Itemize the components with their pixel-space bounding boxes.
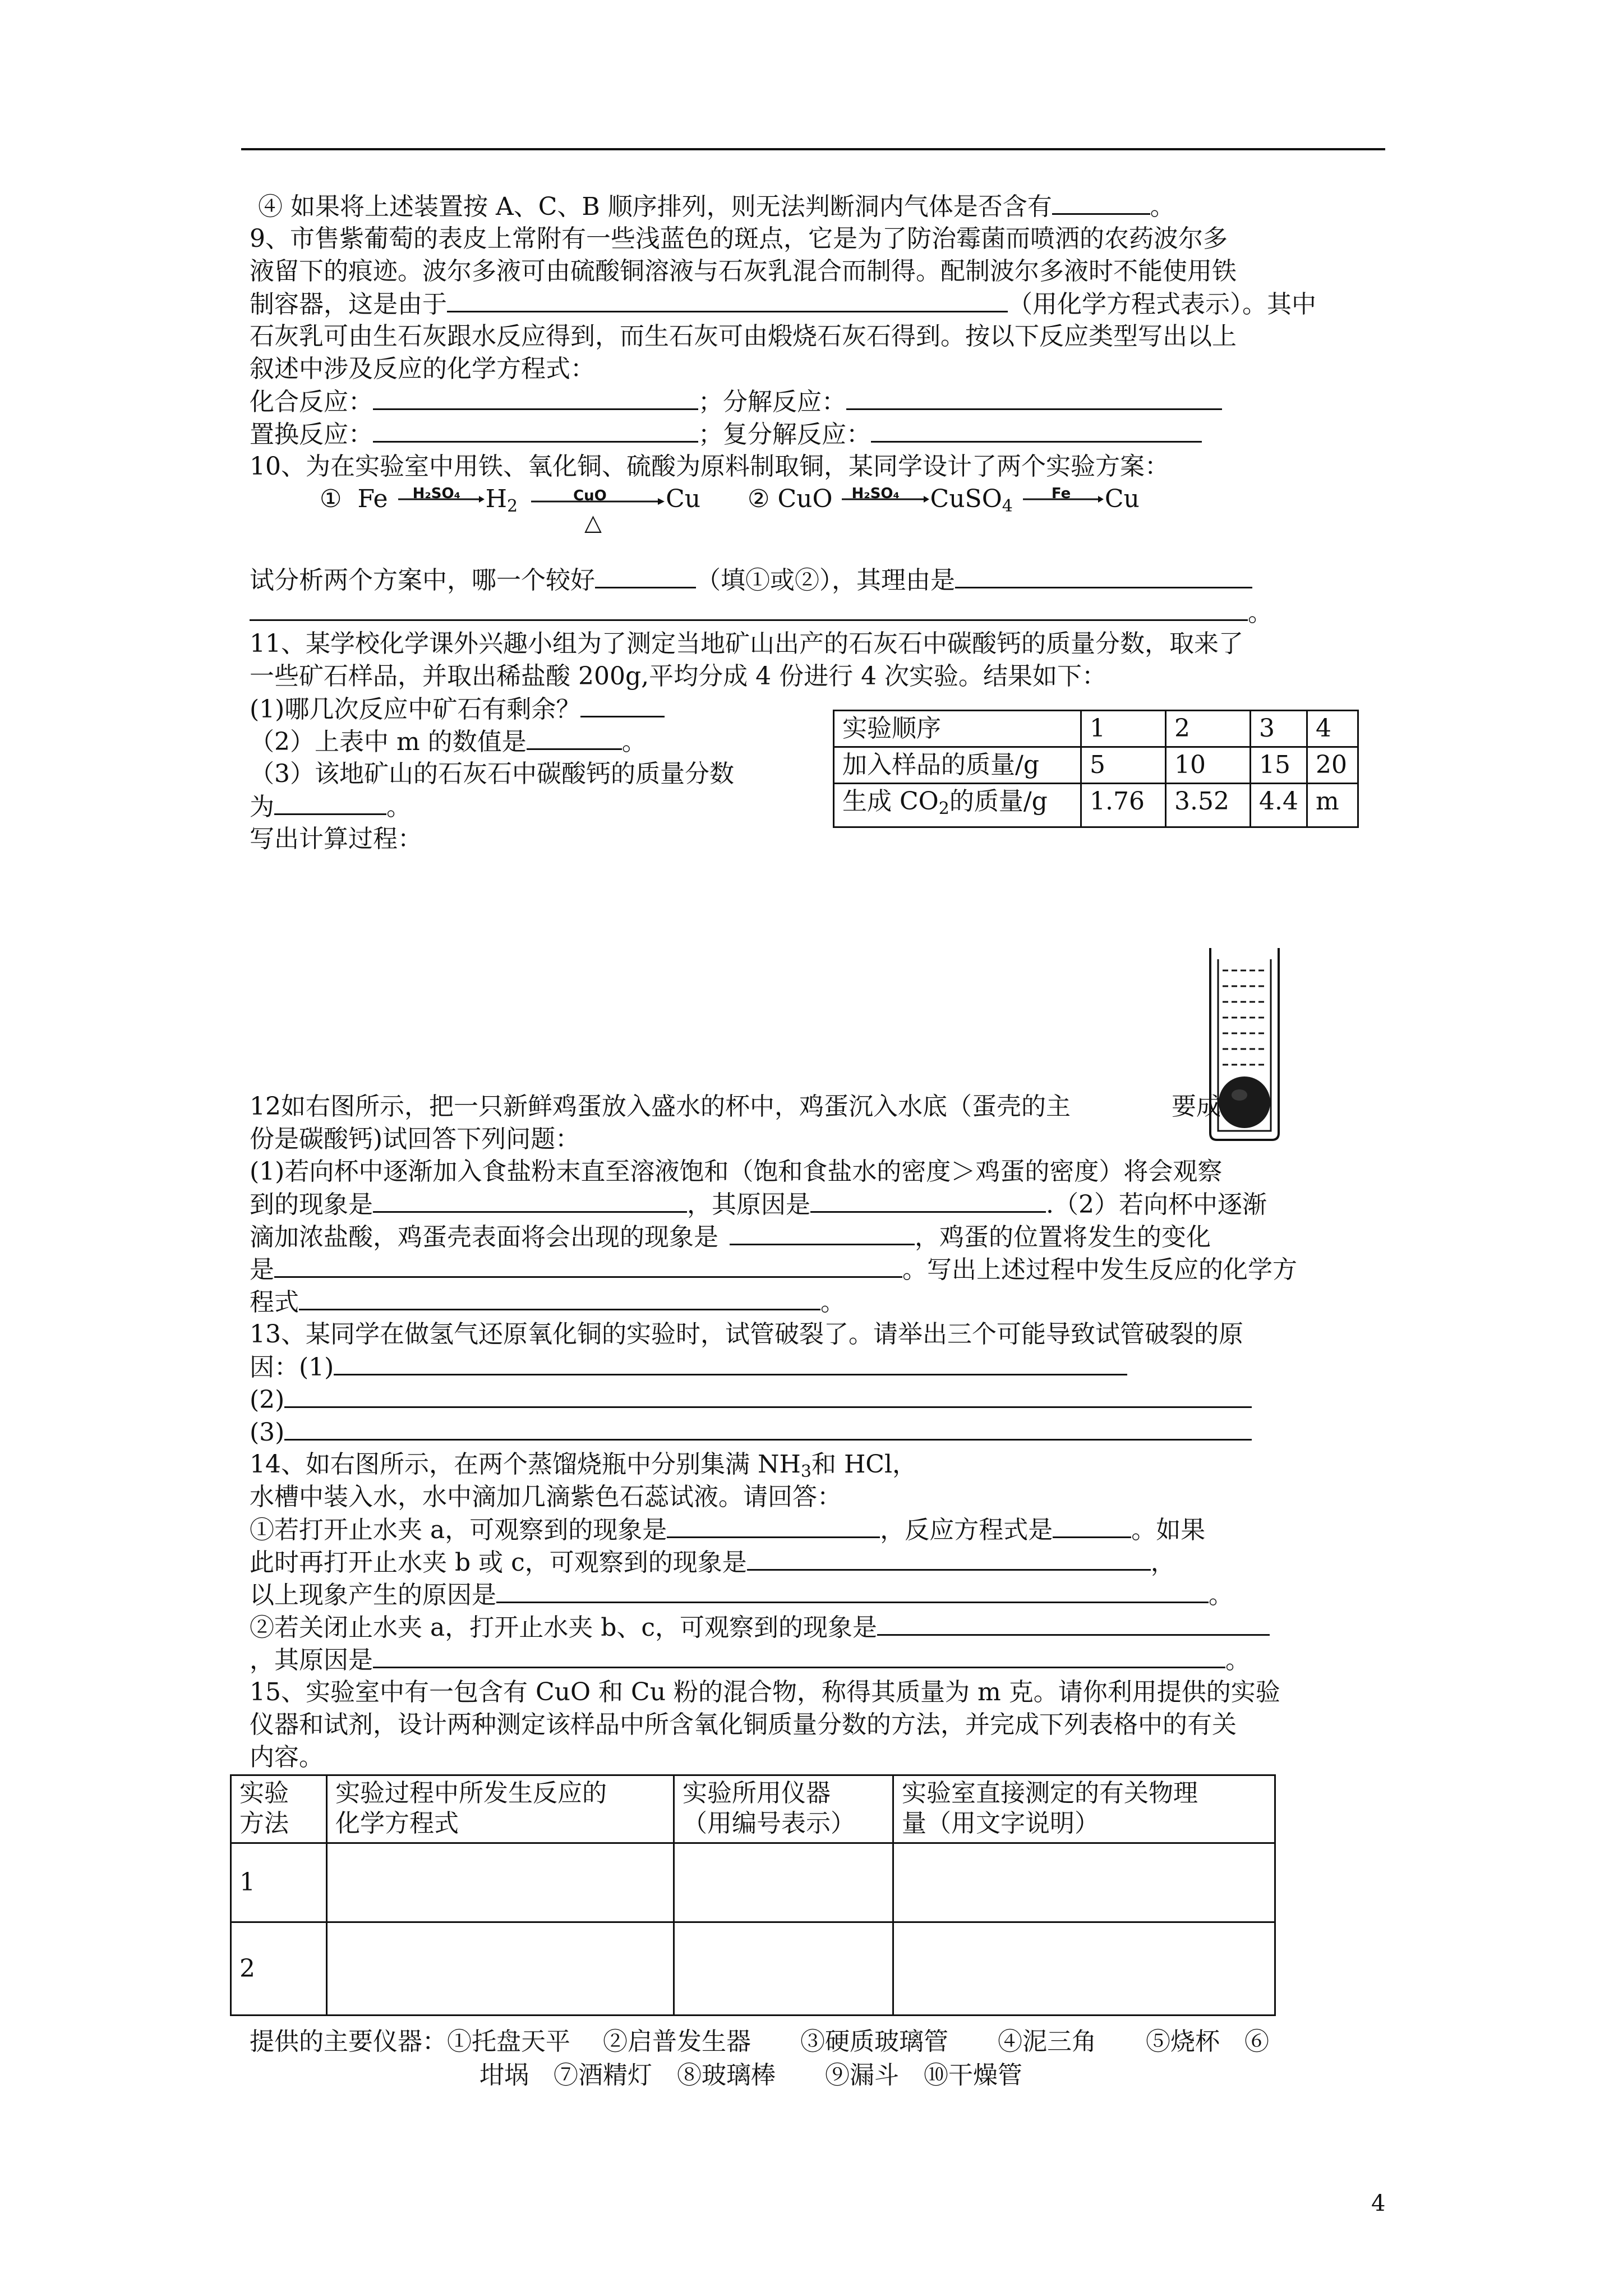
table-cell: 20 [1307, 747, 1358, 784]
table-header: 实验所用仪器 （用编号表示） [674, 1775, 893, 1843]
table-cell: 生成 $CO_2$的质量/g [834, 784, 1081, 827]
table-cell: 5 [1081, 747, 1166, 784]
table-cell: m [1307, 784, 1358, 827]
table-header: 实验 方法 [231, 1775, 327, 1843]
table-row [231, 1775, 1275, 1843]
q12-line3: (1)若向杯中逐渐加入食盐粉末直至溶液饱和（饱和食盐水的密度＞鸡蛋的密度）将会观察 [250, 1157, 1223, 1186]
table-cell: 4.4 [1251, 784, 1307, 827]
table-row [231, 1922, 1275, 2016]
q14-line7: ，其原因是 。 [250, 1644, 1250, 1676]
table-cell [674, 1922, 893, 2016]
q14-line1: 14、如右图所示，在两个蒸馏烧瓶中分别集满 $NH_3$和 HCl， [250, 1450, 917, 1481]
table-row [834, 784, 1358, 827]
q12-line2: 份是碳酸钙)试回答下列问题： [250, 1125, 580, 1153]
table-header: 3 [1251, 711, 1307, 747]
q15-instruments-line1: 提供的主要仪器：①托盘天平 ②启普发生器 ③硬质玻璃管 ④泥三角 ⑤烧杯 ⑥ [250, 2027, 1269, 2056]
table-header: 2 [1166, 711, 1251, 747]
table-row [231, 1843, 1275, 1922]
heat-symbol: △ [584, 510, 602, 536]
scheme2-num: ② [748, 485, 770, 513]
q11-line2: 一些矿石样品，并取出稀盐酸 200g,平均分成 4 份进行 4 次实验。结果如下： [250, 662, 1107, 691]
page-number: 4 [1371, 2191, 1386, 2216]
q9-line1: 9、市售紫葡萄的表皮上常附有一些浅蓝色的斑点，它是为了防治霉菌而喷洒的农药波尔多 [250, 224, 1228, 253]
q11-calc: 写出计算过程： [250, 825, 422, 853]
q15-line2: 仪器和试剂，设计两种测定该样品中所含氧化铜质量分数的方法，并完成下列表格中的有关 [250, 1710, 1237, 1739]
q14-line2: 水槽中装入水，水中滴加几滴紫色石蕊试液。请回答： [250, 1483, 842, 1511]
q10-line1: 10、为在实验室中用铁、氧化铜、硫酸为原料制取铜，某同学设计了两个实验方案： [250, 452, 1169, 481]
q14-line6: ②若关闭止水夹 a，打开止水夹 b、c，可观察到的现象是 [250, 1612, 1270, 1644]
q11-qc: （3）该地矿山的石灰石中碳酸钙的质量分数 [250, 760, 734, 788]
table-cell: 加入样品的质量/g [834, 747, 1081, 784]
q13-line2: 因：(1) [250, 1351, 1127, 1383]
table-header: 实验室直接测定的有关物理 量（用文字说明） [893, 1775, 1275, 1843]
q9-line3: 制容器，这是由于 （用化学方程式表示）。其中 [250, 288, 1316, 320]
arrow-fe: Fe [1021, 485, 1105, 507]
egg-icon [1219, 1076, 1270, 1128]
q14-line4: 此时再打开止水夹 b 或 c，可观察到的现象是 ， [250, 1547, 1175, 1579]
arrow-h2so4: H₂SO₄ [396, 485, 486, 507]
q11-qc2: 为 。 [250, 791, 411, 823]
q10-line4: 。 [250, 597, 1272, 629]
q11-qb: （2）上表中 m 的数值是 。 [250, 726, 647, 758]
q13-line3: (2) [250, 1384, 1252, 1416]
q11-table [833, 710, 1359, 828]
table-cell: 2 [231, 1922, 327, 2016]
q9-line5: 叙述中涉及反应的化学方程式： [250, 355, 595, 383]
q10-scheme: ① Fe H₂SO₄ $H_2$ CuO △ Cu ② CuO H₂SO₄ CuSO$_4$ Fe Cu [320, 484, 1140, 522]
table-header: 实验顺序 [834, 711, 1081, 747]
q15-instruments-line2: 坩埚 ⑦酒精灯 ⑧玻璃棒 ⑨漏斗 ⑩干燥管 [479, 2061, 1022, 2090]
q15-line3: 内容。 [250, 1743, 324, 1772]
scheme1-num: ① [320, 485, 342, 513]
arrow-h2so4-2: H₂SO₄ [841, 485, 930, 507]
table-cell [893, 1922, 1275, 2016]
q9-line4: 石灰乳可由生石灰跟水反应得到，而生石灰可由煅烧石灰石得到。按以下反应类型写出以上 [250, 322, 1237, 351]
table-header: 实验过程中所发生反应的 化学方程式 [327, 1775, 674, 1843]
table-cell [327, 1843, 674, 1922]
q15-line1: 15、实验室中有一包含有 CuO 和 Cu 粉的混合物，称得其质量为 m 克。请你利用提供的实验 [250, 1678, 1280, 1706]
q12-line1: 12如右图所示，把一只新鲜鸡蛋放入盛水的杯中，鸡蛋沉入水底（蛋壳的主 要成 [250, 1092, 1221, 1121]
q13-line4: (3) [250, 1416, 1252, 1448]
table-cell: 1 [231, 1843, 327, 1922]
header-rule [241, 148, 1385, 150]
table-cell: 1.76 [1081, 784, 1166, 827]
q10-line3: 试分析两个方案中，哪一个较好 （填①或②），其理由是 [250, 564, 1252, 596]
q11-qa: (1)哪几次反应中矿石有剩余？ [250, 693, 665, 725]
q9-line2: 液留下的痕迹。波尔多液可由硫酸铜溶液与石灰乳混合而制得。配制波尔多液时不能使用铁 [250, 257, 1237, 286]
table-cell: 15 [1251, 747, 1307, 784]
q12-line5: 滴加浓盐酸，鸡蛋壳表面将会出现的现象是 ，鸡蛋的位置将发生的变化 [250, 1221, 1211, 1253]
table-cell: 10 [1166, 747, 1251, 784]
q8-line: ④ 如果将上述装置按 A、C、B 顺序排列，则无法判断洞内气体是否含有 。 [258, 191, 1175, 223]
q9-line6: 化合反应： ；分解反应： [250, 386, 1222, 418]
q12-line7: 程式 。 [250, 1286, 845, 1318]
q13-line1: 13、某同学在做氢气还原氧化铜的实验时，试管破裂了。请举出三个可能导致试管破裂的原 [250, 1320, 1243, 1349]
q12-line6: 是 。写出上述过程中发生反应的化学方 [250, 1254, 1297, 1286]
q11-line1: 11、某学校化学课外兴趣小组为了测定当地矿山出产的石灰石中碳酸钙的质量分数，取来了 [250, 629, 1243, 658]
table-header: 4 [1307, 711, 1358, 747]
q12-line4: 到的现象是 ，其原因是 .（2）若向杯中逐渐 [250, 1189, 1267, 1221]
table-cell [893, 1843, 1275, 1922]
q14-line5: 以上现象产生的原因是 。 [250, 1579, 1233, 1611]
table-cell: 3.52 [1166, 784, 1251, 827]
table-header: 1 [1081, 711, 1166, 747]
arrow-cuo: CuO △ [525, 485, 666, 507]
table-row [834, 747, 1358, 784]
table-row [834, 711, 1358, 747]
q15-table [230, 1774, 1276, 2016]
q9-line7: 置换反应： ；复分解反应： [250, 418, 1202, 450]
table-cell [327, 1922, 674, 2016]
table-cell [674, 1843, 893, 1922]
q14-line3: ①若打开止水夹 a，可观察到的现象是 ，反应方程式是 。如果 [250, 1514, 1205, 1546]
